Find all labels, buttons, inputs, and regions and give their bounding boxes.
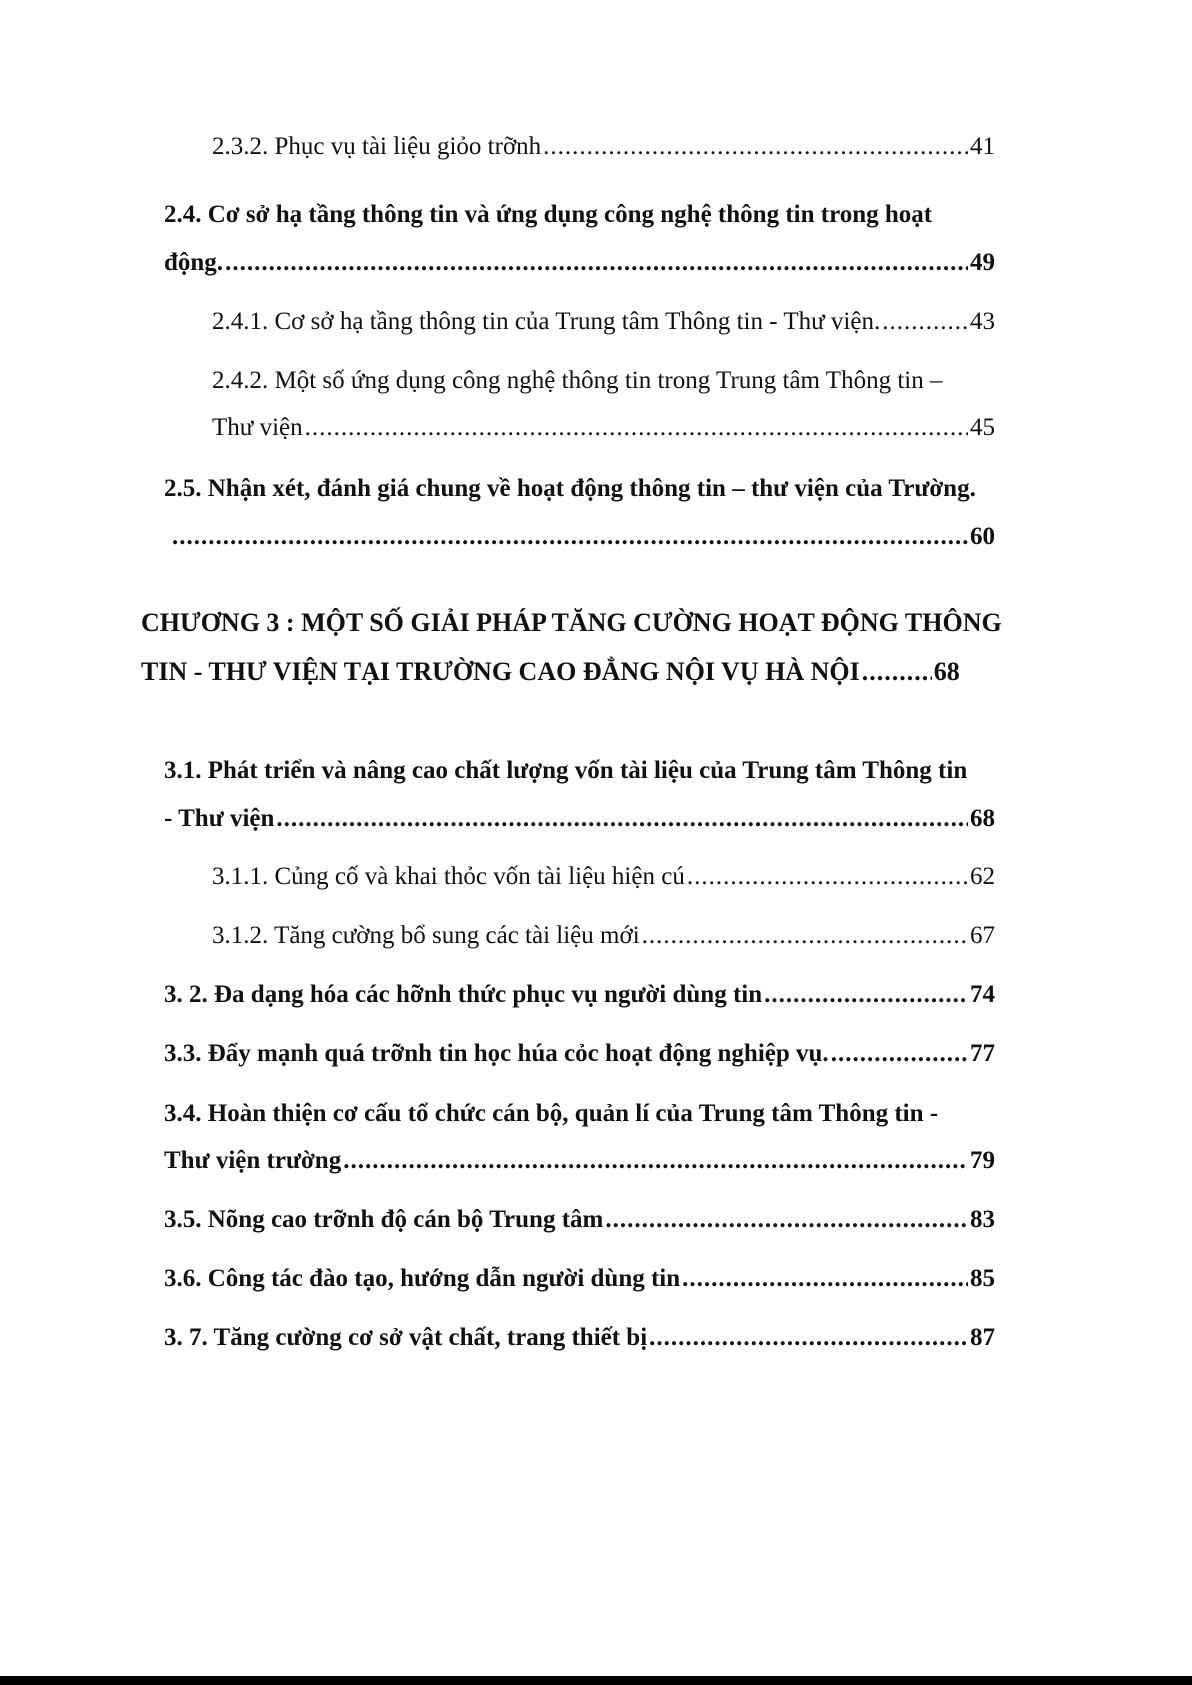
toc-leader-dots [831,1039,968,1069]
toc-entry-title-cont: Thư viện [212,414,303,441]
toc-entry-title: 3.3. Đẩy mạnh quá trỡnh tin học húa cỏc hoạt động nghiệp vụ. [164,1040,829,1067]
toc-leader-dots [882,307,968,337]
toc-entry-3-4-line1 [164,1099,995,1129]
toc-leader-dots [682,1264,968,1294]
toc-entry-3-7 [164,1323,995,1353]
toc-page-number: 45 [970,414,995,441]
toc-leader-dots [642,921,968,951]
toc-leader-dots [764,980,968,1010]
toc-page-number: 68 [970,805,995,832]
toc-page-number: 62 [970,863,995,890]
toc-entry-title-cont: Thư viện trường [164,1147,342,1174]
toc-entry-3-1-1 [212,862,995,892]
toc-page-number: 43 [970,308,995,335]
toc-page-number: 77 [970,1040,995,1067]
toc-entry-title: 2.3.2. Phục vụ tài liệu giỏo trỡnh [212,133,542,160]
toc-leader-dots [543,132,968,162]
toc-entry-title: 2.4.2. Một số ứng dụng công nghệ thông tin trong Trung tâm Thông tin – [212,367,943,394]
toc-page-number: 67 [970,922,995,949]
toc-page-number: 87 [970,1324,995,1351]
toc-entry-3-1-line1 [164,756,1064,786]
toc-entry-2-5-line1 [164,474,1064,504]
toc-entry-title: 3.6. Công tác đào tạo, hướng dẫn người dùng tin [164,1265,681,1292]
toc-entry-title-cont: động. [164,249,224,276]
toc-entry-3-1-line2 [164,804,995,834]
toc-leader-dots [649,1323,968,1353]
toc-entry-3-5 [164,1205,995,1235]
toc-entry-2-4-2-line1 [212,366,995,396]
toc-entry-title: 2.4. Cơ sở hạ tầng thông tin và ứng dụng công nghệ thông tin trong hoạt [164,201,933,228]
toc-page-number: 85 [970,1265,995,1292]
toc-page-number: 68 [933,657,960,686]
toc-entry-3-6 [164,1264,995,1294]
toc-entry-2-3-2 [212,132,995,162]
toc-leader-dots [305,413,968,443]
toc-page-number: 83 [970,1206,995,1233]
toc-entry-2-4-line1 [164,200,995,230]
toc-leader-dots [605,1205,968,1235]
toc-entry-title: 3.5. Nõng cao trỡnh độ cán bộ Trung tâm [164,1206,604,1233]
toc-page-number: 41 [970,133,995,160]
toc-entry-3-4-line2 [164,1146,995,1176]
toc-entry-title: 2.4.1. Cơ sở hạ tầng thông tin của Trung tâm Thông tin - Thư viện. [212,308,881,335]
toc-entry-2-4-line2 [164,248,995,278]
toc-leader-dots [172,522,968,552]
toc-page-number: 60 [970,523,995,550]
toc-page-number: 74 [970,981,995,1008]
chapter-title-cont: TIN - THƯ VIỆN TẠI TRƯỜNG CAO ĐẲNG NỘI VỤ HÀ NỘI [141,657,860,686]
toc-leader-dots [276,804,968,834]
toc-entry-3-1-2 [212,921,995,951]
toc-entry-title: 3.1.2. Tăng cường bổ sung các tài liệu mới [212,922,640,949]
toc-leader-dots [225,248,968,278]
toc-entry-title-cont: - Thư viện [164,805,275,832]
toc-leader-dots [687,862,968,892]
toc-entry-title: 2.5. Nhận xét, đánh giá chung về hoạt động thông tin – thư viện của Trường. [164,475,976,502]
chapter-3-heading-line1 [141,607,1002,639]
toc-leader-dots [343,1146,968,1176]
toc-page-number: 79 [970,1147,995,1174]
toc-entry-3-2 [164,980,995,1010]
toc-entry-title: 3.1. Phát triển và nâng cao chất lượng vốn tài liệu của Trung tâm Thông tin [164,757,968,784]
toc-page-number: 49 [970,249,995,276]
chapter-3-heading-line2 [141,656,1003,688]
toc-entry-title: 3.1.1. Củng cố và khai thỏc vốn tài liệu hiện cú [212,863,685,890]
toc-entry-2-4-1 [212,307,995,337]
toc-entry-2-4-2-line2 [212,413,995,443]
toc-entry-title: 3. 7. Tăng cường cơ sở vật chất, trang thiết bị [164,1324,648,1351]
toc-entry-title: 3.4. Hoàn thiện cơ cấu tổ chức cán bộ, quản lí của Trung tâm Thông tin - [164,1100,939,1127]
toc-entry-2-5-line2 [170,522,995,552]
chapter-title: CHƯƠNG 3 : MỘT SỐ GIẢI PHÁP TĂNG CƯỜNG HOẠT ĐỘNG THÔNG [141,608,1002,637]
toc-leader-dots [862,656,932,688]
bottom-border-rule [0,1676,1192,1685]
toc-entry-title: 3. 2. Đa dạng hóa các hỡnh thức phục vụ người dùng tin [164,981,763,1008]
toc-entry-3-3 [164,1039,995,1069]
